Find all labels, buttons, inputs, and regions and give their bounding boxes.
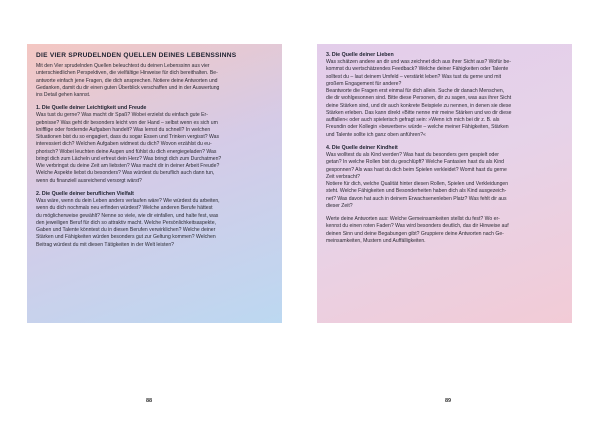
body-line: Stärken erleben. Das kann direkt »Bitte nenne mir meine Stärken und wo dir diese	[326, 109, 512, 116]
section-title-4: 4. Die Quelle deiner Kindheit	[326, 144, 398, 151]
body-line: gebnisse? Was geht dir besonders leicht von der Hand – selbst wenn es sich um	[36, 119, 218, 126]
body-line: Werte deine Antworten aus: Welche Gemeinsamkeiten stellst du fest? Wo er-	[326, 216, 500, 223]
body-line: Zeit verbracht?	[326, 173, 360, 180]
body-line: net? Was davon hat auch in deinem Erwachsenenleben Platz? Was fehlt dir aus	[326, 195, 507, 202]
body-line: Wie verbringst du deine Zeit am liebsten? Was macht dir in deiner Arbeit Freude?	[36, 163, 220, 170]
section-body-3	[326, 59, 563, 139]
left-page-panel	[27, 44, 282, 323]
body-line: bringt dich zum Lächeln und erfreut dein Herz? Was bringt dich zum Durchatmen?	[36, 155, 222, 162]
body-line: Was schätzen andere an dir und was zeichnet dich aus ihrer Sicht aus? Wofür be-	[326, 59, 511, 66]
body-line: Was tust du gerne? Was macht dir Spaß? Wobei erzielst du einfach gute Er-	[36, 112, 208, 119]
body-line: Was wäre, wenn du dein Leben anders verlaufen wäre? Wie würdest du arbeiten,	[36, 198, 220, 205]
intro-line: Mit den Vier sprudelnden Quellen beleuchtest du deinen Lebenssinn aus vier	[36, 63, 210, 69]
body-line: Stärken und Fähigkeiten würden besonders gut zur Geltung kommen? Welchen	[36, 234, 216, 241]
page-heading: DIE VIER SPRUDELNDEN QUELLEN DEINES LEBENSSINNS	[36, 52, 237, 59]
body-line: knifflige oder fordernde Aufgaben handelt? Was lernst du schnell? In welchen	[36, 126, 211, 133]
body-line: deinen Sinn und deine Begabungen gibt? Gruppiere deine Antworten nach Ge-	[326, 230, 504, 237]
body-line: großem Engagement für andere?	[326, 80, 402, 87]
evaluation-paragraph	[326, 216, 563, 245]
body-line: meinsamkeiten, Mustern und Auffälligkeiten.	[326, 237, 426, 244]
body-line: Beitrag würdest du mit diesen Tätigkeiten in der Welt leisten?	[36, 241, 174, 248]
body-line: interessiert dich? Welchen Aufgaben widmest du dich? Wovon erzählst du eu-	[36, 141, 212, 148]
intro-line: antworte einfach jene Fragen, die dich ansprechen. Notiere deine Antworten und	[36, 77, 218, 84]
intro-line: unterschiedlichen Perspektiven, die vielfältige Hinweise für dich bereithalten. Be-	[36, 70, 218, 77]
body-line: kommst du wertschätzendes Feedback? Welche deiner Fähigkeiten oder Talente	[326, 66, 509, 73]
body-line: Situationen bist du so engagiert, dass du sogar Essen und Trinken vergisst? Was	[36, 134, 220, 141]
body-line: Welche Aspekte liebst du besonders? Was würdest du beruflich auch dann tun,	[36, 170, 215, 177]
body-line: du möglicherweise gewählt? Nenne so viele, wie dir einfallen, und halte fest, was	[36, 212, 219, 219]
body-line: wenn du dich nochmals neu erfinden würdest? Welche anderen Berufe hättest	[36, 205, 213, 212]
body-line: Notiere für dich, welche Qualität hinter diesen Rollen, Spielen und Verkleidungen	[326, 181, 509, 188]
intro-line: Gedanken, damit du dir einen guten Überblick verschaffen und in der Auswertung	[36, 84, 220, 91]
body-line: solltest du – laut deinem Umfeld – verstärkt leben? Was tust du gerne und mit	[326, 73, 502, 80]
body-line: kennst du einen roten Faden? Was wird besonders deutlich, das dir Hinweise auf	[326, 223, 509, 230]
section-body-4	[326, 152, 563, 210]
body-line: Was wolltest du als Kind werden? Was hast du besonders gern gespielt oder	[326, 152, 499, 159]
section-body-1	[36, 112, 273, 185]
body-line: phorisch? Wobei leuchten deine Augen und fühlst du dich energiegeladen? Was	[36, 148, 217, 155]
body-line: Beantworte die Fragen erst einmal für dich allein. Suche dir danach Menschen,	[326, 88, 505, 95]
section-title-1: 1. Die Quelle deiner Leichtigkeit und Freude	[36, 105, 147, 112]
intro-paragraph	[36, 63, 273, 99]
section-title-3: 3. Die Quelle deiner Lieben	[326, 52, 394, 58]
page-number-right: 89	[445, 398, 452, 404]
right-page-panel	[317, 44, 572, 323]
body-line: wenn du finanziell ausreichend versorgt wärst?	[36, 177, 142, 184]
body-line: Gaben und Talente könntest du in diesen Berufen verwirklichen? Welche deiner	[36, 227, 216, 234]
body-line: gesponnen? Als was hast du dich beim Spielen verkleidet? Womit hast du gerne	[326, 166, 507, 173]
body-line: den jeweiligen Beruf für dich so attraktiv macht. Welche Persönlichkeitsaspekte,	[36, 219, 216, 226]
body-line: getan? In welche Rollen bist du geschlüpft? Welche Fantasien hast du als Kind	[326, 159, 505, 166]
section-title-2: 2. Die Quelle deiner beruflichen Vielfalt	[36, 190, 134, 197]
body-line: steht. Welche Fähigkeiten und Besonderheiten haben dich als Kind ausgezeich-	[326, 188, 507, 195]
page-number-left: 88	[146, 398, 153, 404]
body-line: dieser Zeit?	[326, 202, 353, 209]
intro-line: ins Detail gehen kannst.	[36, 92, 91, 98]
body-line: Freundin oder Kollegin »bewerben« würde – welche meiner Fähigkeiten, Stärken	[326, 124, 509, 131]
body-line: und Talente sollte ich ganz oben anführen?«	[326, 131, 426, 138]
section-body-2	[36, 198, 273, 249]
body-line: die dir wohlgesonnen sind. Bitte diese Personen, dir zu sagen, was aus ihrer Sicht	[326, 95, 512, 102]
body-line: deine Stärken sind, und dir auch konkrete Beispiele zu nennen, in denen sie diese	[326, 102, 512, 109]
body-line: auffallen« oder auch spielerisch gefragt sein: »Wenn ich mich bei dir z. B. als	[326, 117, 500, 124]
